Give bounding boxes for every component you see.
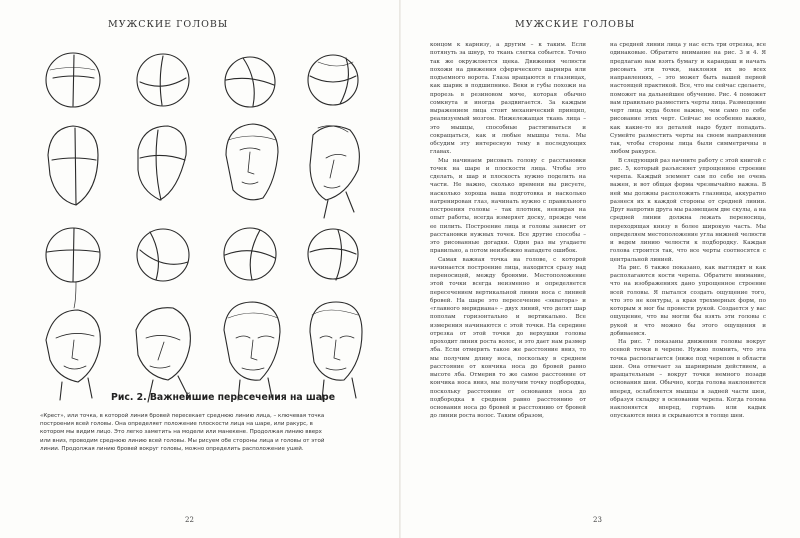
paragraph: В следующий раз начните работу с этой книгой с рис. 5, который разъясняет упрощенное строение черепа. Каждый элемент сам по себе не очень важен, и вот общая форма чрезвычайно важна. В ней мы должны расположить глазницы, аккуратно разнеся их к каждой стороны от средней линии. Друг напротив друга мы размещаем две скулы, а на средней линии должна лежать переносица, переходящая книзу в более широкую часть. Мы определяем местоположение угла нижней челюсти и ведем линию челюсти к подбородку. Каждая голова строится так, что все черты соотносятся с центральной линией.	[610, 157, 766, 263]
head-construction-sketches	[28, 40, 388, 420]
sketch-row-3	[46, 228, 358, 308]
sketch-row-1	[46, 53, 358, 107]
sphere-turned-sketch	[225, 57, 275, 107]
head-upward-face-sketch	[310, 126, 359, 218]
text-column-2	[610, 41, 766, 421]
page-number-left: 22	[185, 516, 194, 524]
sphere-cross-tilted-sketch	[137, 229, 189, 281]
figure-caption-text: «Крест», или точка, в которой линия бровей пересекает среднюю линию лица, – ключевая точка построения всей головы. Она определяет положение плоскости лица на шаре, или ракурс, в котором мы видим лицо. Это легко заметить на модели или манекене. Продолжая линию вверх или вниз, проводим среднюю линию всей головы. Мы рисуем обе стороны лица и головы от этой линии. Продолжая линию бровей вокруг головы, можно определить расположение ушей.	[40, 413, 325, 452]
sphere-tilted-sketch	[137, 54, 189, 106]
sketch-row-4	[46, 302, 362, 402]
head-block-front-sketch	[48, 126, 98, 205]
paragraph: Самая важная точка на голове, с которой начинается построение лица, находится сразу над переносицей, между бровями. Местоположение этой точки всегда неизменно и определяется пересечением вертикальной линии носа с линией бровей. На шаре это пересечение «экватора» и «главного меридиана» – двух линий, что делят шар пополам горизонтально и вертикально. Все измерения начинаются с этой точки. На середине отрезка от этой точки до верхушки головы проходит линия роста волос, и это дает нам размер лба. Если отмерить такое же расстояние вниз, то мы получим длину носа, поскольку в среднем расстояние от кончика носа до бровей равно высоте лба. Отмерив то же самое расстояние от кончика носа вниз, мы получим точку подбородка, поскольку расстояние от основания носа до подбородка в среднем равно расстоянию от основания носа до бровей и расстоянию от бровей до линии роста волос. Таким образом,	[430, 256, 586, 420]
sphere-cross-profile-sketch	[308, 229, 358, 280]
head-looking-up-sketch	[46, 310, 100, 400]
head-three-quarter-up-sketch	[136, 308, 190, 402]
figure-caption-title: Рис. 2. Важнейшие пересечения на шаре	[111, 392, 336, 403]
sphere-cross-front-sketch	[46, 228, 100, 308]
head-block-tilted-sketch	[138, 126, 186, 200]
sphere-cross-turned-sketch	[224, 228, 276, 280]
page-number-right: 23	[593, 516, 602, 524]
sphere-profile-sketch	[308, 55, 358, 105]
paragraph: На рис. 7 показаны движения головы вокруг осевой точки в черепе. Нужно помнить, что эта точка располагается (ниже под черепом в области шеи. Она отвечает за шарнирным действием, а вращательным – вокруг точки немного позади основания шеи. Обычно, когда голова наклоняется вперед, ослабляется мышцы в задней части шеи, образуя складку в основании черепа. Когда голова наклоняется вперед, гортань или кадык опускаются вниз и скрываются в толще шеи.	[610, 339, 766, 420]
paragraph: концом к карнизу, а другим – к таким. Если потянуть за шнур, то ткань слегка собьется. Точно так же окружляется щека. Движения челюсти похожи на движения сферического шарнира или подъемного ворота. Глаза вращаются в глазницах, как шарик в подшипнике. Веки и губы похожи на прорезь в резиновом мяче, которая обычно сомкнута и иногда раздвигается. За каждым выражением лица стоит механический принцип, реализуемый мозгом. Нижележащая ткань лица – это мышцы, способные растягиваться и сокращаться, как и любые мышцы тела. Мы обсудим эту интересную тему в последующих главах.	[430, 42, 586, 156]
head-turned-face-sketch	[226, 124, 278, 200]
paragraph: на средней линии лица у нас есть три отрезка, все одинаковые. Обратите внимание на рис. 3 и 4. Я предлагаю вам взять бумагу и карандаш и начать рисовать эти точки, наклоняя их во всех направлениях, – это может быть вашей первой настоящей практикой. Все, что вы сейчас сделаете, поможет на дальнейшее обучение. Рис. 4 поможет вам правильно разместить черты лица. Размещение черт лица куда более важно, чем само по себе рисование этих черт. Сейчас не особенно важно, как какие-то из деталей надо будет попадать. Сумейте разместить черты на своем направлении так, чтобы стороны лица были симметричны в любом ракурсе.	[610, 42, 766, 156]
head-front-level-sketch	[310, 302, 362, 400]
running-head-right: МУЖСКИЕ ГОЛОВЫ	[515, 19, 636, 30]
sphere-front-sketch	[46, 53, 100, 107]
right-page	[400, 0, 800, 538]
head-front-down-sketch	[224, 302, 280, 400]
paragraph: Мы начинаем рисовать голову с расстановки точек на шаре и плоскости лица. Чтобы это сделать, и шар и плоскость нужно поделить на части. Не важно, сколько времени вы рисуете, насколько хороша ваша подготовка и насколько натренирован глаз, начинать нужно с правильного построения головы – так плотник, невзирая на опыт работы, всегда измеряет доску, прежде чем ее пилить. Построение лица и головы зависит от расстановки нужных точек. Все другие способы – это рисованные догадки. Один раз вы угадаете правильно, а потом неизбежно нападете ошибок.	[430, 157, 586, 255]
text-column-1	[430, 41, 586, 421]
running-head-left: МУЖСКИЕ ГОЛОВЫ	[108, 19, 229, 30]
sketch-row-2	[48, 124, 359, 218]
paragraph: На рис. 6 также показано, как выглядят и как располагаются кости черепа. Обратите внимание, что на изображениях дано упрощенное строение всей головы. Я пытался создать ощущение того, что это не контуры, а края трехмерных форм, по которым я мог бы провести рукой. Создается у вас ощущение, что вы могли бы взять эти головы с рукой и что можно бы этого ощущения и добиваемся.	[610, 264, 766, 337]
